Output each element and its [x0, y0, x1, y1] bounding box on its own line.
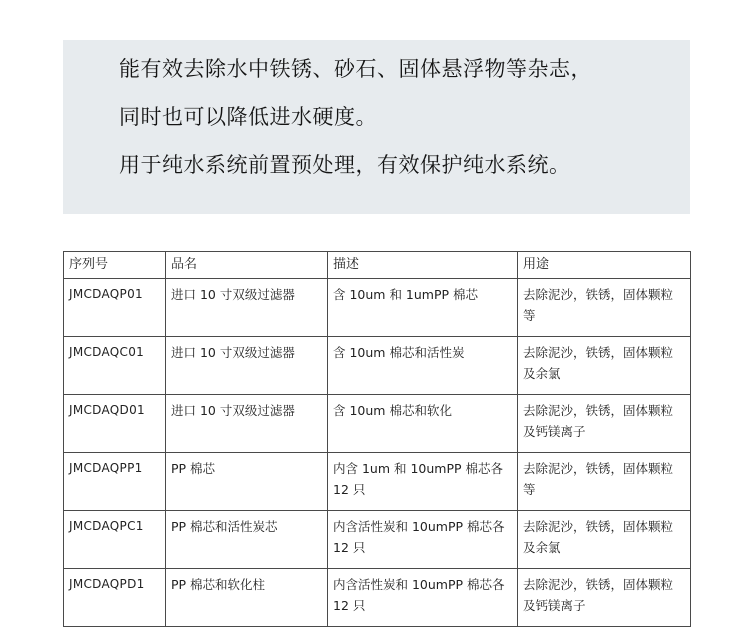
table-row [64, 511, 691, 569]
header-description: 描述 [328, 252, 518, 279]
cell-product-name: 进口 10 寸双级过滤器 [166, 337, 328, 395]
intro-panel [63, 40, 690, 214]
cell-product-name: PP 棉芯和活性炭芯 [166, 511, 328, 569]
header-usage: 用途 [518, 252, 691, 279]
cell-description: 内含 1um 和 10umPP 棉芯各 12 只 [328, 453, 518, 511]
cell-usage: 去除泥沙，铁锈，固体颗粒及钙镁离子 [518, 395, 691, 453]
cell-product-name: 进口 10 寸双级过滤器 [166, 395, 328, 453]
cell-usage: 去除泥沙，铁锈，固体颗粒及余氯 [518, 337, 691, 395]
cell-description: 含 10um 棉芯和软化 [328, 395, 518, 453]
cell-usage: 去除泥沙，铁锈，固体颗粒等 [518, 453, 691, 511]
cell-serial: JMCDAQD01 [64, 395, 166, 453]
table-row [64, 279, 691, 337]
cell-usage: 去除泥沙，铁锈，固体颗粒及余氯 [518, 511, 691, 569]
cell-serial: JMCDAQPC1 [64, 511, 166, 569]
cell-description: 内含活性炭和 10umPP 棉芯各 12 只 [328, 511, 518, 569]
cell-description: 含 10um 棉芯和活性炭 [328, 337, 518, 395]
intro-line-3: 用于纯水系统前置预处理，有效保护纯水系统。 [119, 153, 571, 177]
cell-usage: 去除泥沙，铁锈，固体颗粒及钙镁离子 [518, 569, 691, 627]
intro-line-2: 同时也可以降低进水硬度。 [119, 105, 377, 129]
cell-description: 含 10um 和 1umPP 棉芯 [328, 279, 518, 337]
intro-line-1: 能有效去除水中铁锈、砂石、固体悬浮物等杂志， [119, 57, 592, 81]
table-row [64, 337, 691, 395]
cell-usage: 去除泥沙，铁锈，固体颗粒等 [518, 279, 691, 337]
table-row [64, 453, 691, 511]
cell-serial: JMCDAQPD1 [64, 569, 166, 627]
cell-description: 内含活性炭和 10umPP 棉芯各 12 只 [328, 569, 518, 627]
cell-product-name: 进口 10 寸双级过滤器 [166, 279, 328, 337]
cell-serial: JMCDAQC01 [64, 337, 166, 395]
header-product-name: 品名 [166, 252, 328, 279]
cell-product-name: PP 棉芯 [166, 453, 328, 511]
header-serial: 序列号 [64, 252, 166, 279]
cell-serial: JMCDAQPP1 [64, 453, 166, 511]
product-table [63, 251, 691, 627]
table-row [64, 569, 691, 627]
cell-product-name: PP 棉芯和软化柱 [166, 569, 328, 627]
table-header-row [64, 252, 691, 279]
cell-serial: JMCDAQP01 [64, 279, 166, 337]
table-row [64, 395, 691, 453]
